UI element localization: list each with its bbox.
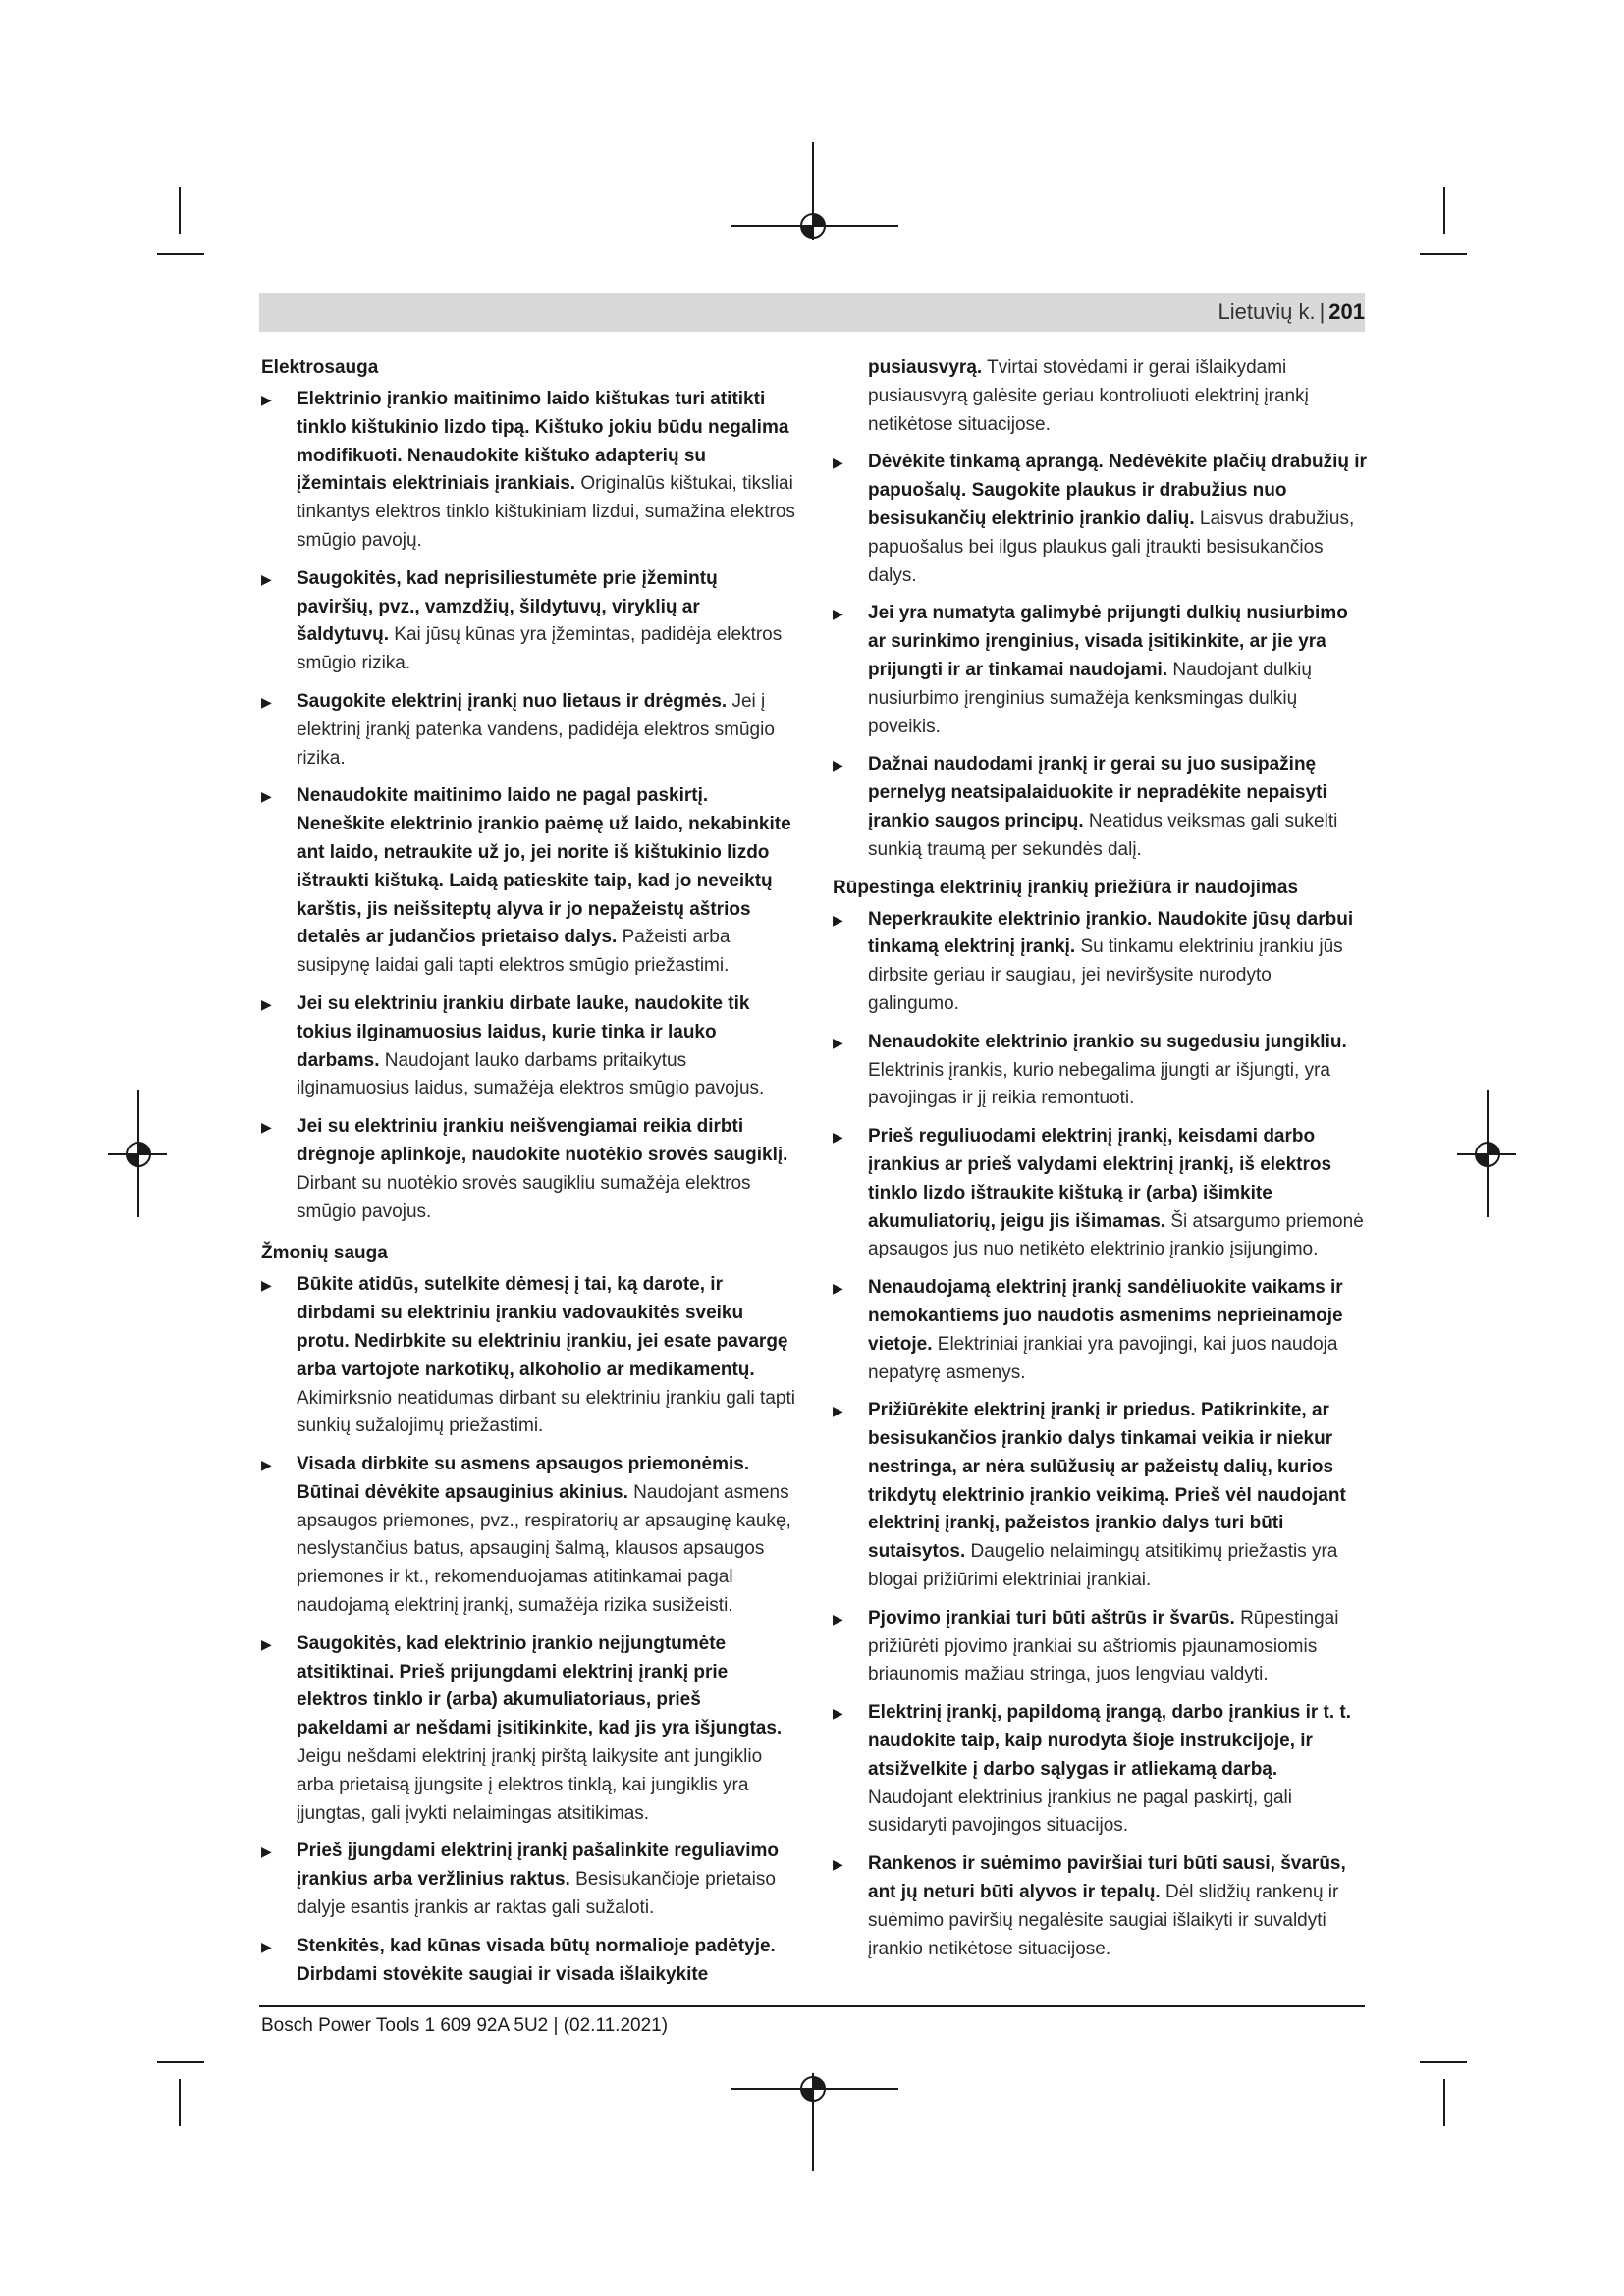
- item-body-text: Ši atsargumo priemonė apsaugos jus nuo netikėto elektrinio įrankio įsijungimo.: [868, 1210, 1364, 1260]
- bullet-arrow-icon: ▶: [833, 454, 843, 471]
- list-item: [261, 565, 796, 678]
- item-bold-text: Elektrinį įrankį, papildomą įrangą, darbo įrankius ir t. t. naudokite taip, kaip nurodyta šioje instrukcijoje, ir atsižvelkite į darbo sąlygas ir atliekamą darbą.: [868, 1702, 1352, 1780]
- item-body-text: Elektrinis įrankis, kurio nebegalima įjungti ar išjungti, yra pavojingas ir jį reikia remontuoti.: [868, 1059, 1330, 1109]
- crop-mark: [1443, 2079, 1445, 2126]
- item-body-text: Su tinkamu elektriniu įrankiu jūs dirbsite geriau ir saugiau, jei neviršysite nurodyto galingumo.: [868, 936, 1343, 1014]
- header-language: Lietuvių k.: [1218, 299, 1316, 324]
- list-item: [261, 386, 796, 556]
- registration-target-icon: [1470, 1137, 1505, 1172]
- list-item: [261, 1271, 796, 1441]
- bullet-arrow-icon: ▶: [833, 1856, 843, 1873]
- registration-target-icon: [795, 2071, 831, 2107]
- continuation-bold: pusiausvyrą.: [868, 357, 983, 378]
- item-body-text: Jeigu nešdami elektrinį įrankį pirštą laikysite ant jungiklio arba prietaisą įjungsite į elektros tinklą, kai jungiklis yra įjungtas, gali įvykti nelaimingas atsitikimas.: [297, 1746, 763, 1824]
- item-bold-text: Nenaudokite maitinimo laido ne pagal paskirtį. Neneškite elektrinio įrankio paėmę už laido, nekabinkite ant laido, netraukite už jo, jei norite iš kištukinio lizdo ištraukti kištuką. Laidą patieskite taip, kad jo neveiktų karštis, jis neišsiteptų alyva ir jo nepažeistų aštrios detalės ar judančios prietaiso dalys.: [297, 785, 791, 948]
- item-bold-text: Saugokitės, kad elektrinio įrankio neįjungtumėte atsitiktinai. Prieš prijungdami elektrinį įrankį prie elektros tinklo ir (arba) akumuliatoriaus, prieš pakeldami ar nešdami įsitikinkite, kad jis yra išjungtas.: [297, 1632, 783, 1739]
- crop-mark: [179, 187, 181, 234]
- item-body-text: Naudojant dulkių nusiurbimo įrenginius sumažėja kenksmingas dulkių poveikis.: [868, 659, 1312, 737]
- bullet-arrow-icon: ▶: [261, 1119, 272, 1136]
- list-item: [833, 1274, 1368, 1387]
- bullet-arrow-icon: ▶: [833, 757, 843, 774]
- bullet-arrow-icon: ▶: [833, 1034, 843, 1050]
- left-column: [261, 354, 796, 1999]
- list-item: [833, 1397, 1368, 1595]
- list-item: [833, 1605, 1368, 1689]
- item-bold-text: Visada dirbkite su asmens apsaugos priemonėmis. Būtinai dėvėkite apsauginius akinius.: [297, 1454, 750, 1503]
- item-body-text: Neatidus veiksmas gali sukelti sunkią traumą per sekundės dalį.: [868, 810, 1338, 860]
- continuation-text: Tvirtai stovėdami ir gerai išlaikydami pusiausvyrą galėsite geriau kontroliuoti elektrinį įrankį netikėtose situacijose.: [868, 357, 1309, 435]
- list-item: [833, 751, 1368, 864]
- personal-safety-list: [261, 1271, 796, 1989]
- bullet-arrow-icon: ▶: [261, 693, 272, 710]
- personal-safety-list-continued: [833, 449, 1368, 864]
- bullet-arrow-icon: ▶: [833, 606, 843, 622]
- right-column: [833, 354, 1368, 1973]
- item-body-text: Jei į elektrinį įrankį patenka vandens, padidėja elektros smūgio rizika.: [297, 690, 775, 769]
- crop-mark: [1420, 2061, 1467, 2063]
- bullet-arrow-icon: ▶: [261, 995, 272, 1012]
- registration-target-icon: [121, 1137, 156, 1172]
- section-title-tool-care: Rūpestinga elektrinių įrankių priežiūra ir naudojimas: [833, 877, 1299, 898]
- bullet-arrow-icon: ▶: [261, 392, 272, 407]
- list-item: [833, 906, 1368, 1019]
- list-item: [261, 1630, 796, 1829]
- bullet-arrow-icon: ▶: [261, 788, 272, 805]
- item-bold-text: Jei yra numatyta galimybė prijungti dulkių nusiurbimo ar surinkimo įrenginius, visada įsitikinkite, ar jie yra prijungti ir ar tinkamai naudojami.: [868, 603, 1348, 680]
- bullet-arrow-icon: ▶: [261, 1277, 272, 1294]
- item-bold-text: Jei su elektriniu įrankiu neišvengiamai reikia dirbti drėgnoje aplinkoje, naudokite nuotėkio srovės saugiklį.: [297, 1116, 788, 1165]
- item-bold-text: Elektrinio įrankio maitinimo laido kištukas turi atitikti tinklo kištukinio lizdo tipą. Kištuko jokiu būdu negalima modifikuoti. Nenaudokite kištuko adapterių su įžemintais elektriniais įrankiais.: [297, 389, 789, 495]
- item-bold-text: Pjovimo įrankiai turi būti aštrūs ir švarūs.: [868, 1607, 1235, 1629]
- item-bold-text: Neperkraukite elektrinio įrankio. Naudokite jūsų darbui tinkamą elektrinį įrankį.: [868, 908, 1354, 958]
- list-item: [261, 1838, 796, 1922]
- item-body-text: Originalūs kištukai, tiksliai tinkantys elektros tinklo kištukiniam lizdui, sumažina elektros smūgio pavojų.: [297, 473, 795, 551]
- footer-rule: [259, 2005, 1365, 2007]
- list-item: [261, 688, 796, 773]
- item-body-text: Pažeisti arba susipynę laidai gali tapti elektros smūgio priežastimi.: [297, 927, 731, 977]
- item-body-text: Kai jūsų kūnas yra įžemintas, padidėja elektros smūgio rizika.: [297, 624, 783, 674]
- item-bold-text: Prižiūrėkite elektrinį įrankį ir priedus. Patikrinkite, ar besisukančios įrankio dalys tinkamai veikia ir niekur nestringa, ar nėra sulūžusių ar pažeistų dalių, kurios trikdytų elektrinio įrankio veikimą. Prieš vėl naudojant elektrinį įrankį, pažeistos įrankio dalys turi būti sutaisytos.: [868, 1400, 1346, 1563]
- list-item: [833, 1123, 1368, 1264]
- footer-text: Bosch Power Tools 1 609 92A 5U2 | (02.11.2021): [261, 2015, 669, 2036]
- crop-mark: [179, 2079, 181, 2126]
- item-body-text: Daugelio nelaimingų atsitikimų priežastis yra blogai prižiūrimi elektriniai įrankiai.: [868, 1541, 1338, 1591]
- item-body-text: Rūpestingai prižiūrėti pjovimo įrankiai su aštriomis pjaunamosiomis briaunomis mažiau stringa, juos lengviau valdyti.: [868, 1607, 1339, 1685]
- crop-mark: [1443, 187, 1445, 234]
- section-title-personal-safety: Žmonių sauga: [261, 1243, 388, 1264]
- bullet-arrow-icon: ▶: [261, 1635, 272, 1652]
- item-bold-text: Dėvėkite tinkamą aprangą. Nedėvėkite plačių drabužių ir papuošalų. Saugokite plaukus ir drabužius nuo besisukančių elektrinio įrankio dalių.: [868, 452, 1367, 529]
- item-body-text: Dėl slidžių rankenų ir suėmimo paviršių negalėsite saugiai išlaikyti ir suvaldyti įrankio netikėtose situacijose.: [868, 1882, 1339, 1959]
- item-bold-text: Būkite atidūs, sutelkite dėmesį į tai, ką darote, ir dirbdami su elektriniu įrankiu vadovaukitės sveiku protu. Nedirbkite su elektriniu įrankiu, jei esate pavargę arba vartojote narkotikų, alkoholio ar medikamentų.: [297, 1274, 788, 1380]
- item-body-text: Naudojant elektrinius įrankius ne pagal paskirtį, gali susidaryti pavojingos situacijos.: [868, 1787, 1292, 1837]
- item-bold-text: Prieš įjungdami elektrinį įrankį pašalinkite reguliavimo įrankius arba veržlinius raktus.: [297, 1841, 780, 1891]
- bullet-arrow-icon: ▶: [833, 1403, 843, 1419]
- item-bold-text: Nenaudokite elektrinio įrankio su sugedusiu jungikliu.: [868, 1031, 1347, 1052]
- bullet-arrow-icon: ▶: [833, 1705, 843, 1722]
- list-item: [261, 990, 796, 1103]
- header-separator: |: [1319, 299, 1326, 324]
- item-bold-text: Saugokite elektrinį įrankį nuo lietaus ir drėgmės.: [297, 690, 728, 712]
- list-item: [261, 1113, 796, 1226]
- item-body-text: Laisvus drabužius, papuošalus bei ilgus plaukus gali įtraukti besisukančios dalys.: [868, 507, 1355, 586]
- list-item: [833, 1699, 1368, 1841]
- crop-mark: [1420, 253, 1467, 255]
- item-body-text: Naudojant asmens apsaugos priemones, pvz., respiratorių ar apsauginę kaukę, neslystančius batus, apsauginį šalmą, klausos apsaugos priemones ir kt., rekomenduojamas atitinkamai pagal naudojamą elektrinį įrankį, sumažėja rizika susižeisti.: [297, 1481, 791, 1617]
- page-header-band: [259, 293, 1365, 332]
- item-body-text: Elektriniai įrankiai yra pavojingi, kai juos naudoja nepatyrę asmenys.: [868, 1333, 1338, 1383]
- list-item: [833, 600, 1368, 741]
- item-bold-text: Dažnai naudodami įrankį ir gerai su juo susipažinę pernelyg neatsipalaiduokite ir nepradėkite nepaisyti įrankio saugos principų.: [868, 754, 1327, 831]
- registration-target-icon: [795, 208, 831, 243]
- bullet-arrow-icon: ▶: [833, 1280, 843, 1297]
- item-bold-text: Rankenos ir suėmimo paviršiai turi būti sausi, švarūs, ant jų neturi būti alyvos ir tepalų.: [868, 1853, 1346, 1903]
- list-item: [833, 1029, 1368, 1113]
- tool-care-list: [833, 906, 1368, 1964]
- item-body-text: Besisukančioje prietaiso dalyje esantis įrankis ar raktas gali sužaloti.: [297, 1869, 776, 1919]
- item-bold-text: Prieš reguliuodami elektrinį įrankį, keisdami darbo įrankius ar prieš valydami elektrinį įrankį, iš elektros tinklo lizdo ištraukite kištuką ir (arba) išimkite akumuliatorių, jeigu jis išimamas.: [868, 1126, 1332, 1232]
- bullet-arrow-icon: ▶: [261, 1843, 272, 1860]
- bullet-arrow-icon: ▶: [261, 1938, 272, 1954]
- item-bold-text: Saugokitės, kad neprisiliestumėte prie įžemintų paviršių, pvz., vamzdžių, šildytuvų, viryklių ar šaldytuvų.: [297, 567, 718, 646]
- item-bold-text: Stenkitės, kad kūnas visada būtų normalioje padėtyje. Dirbdami stovėkite saugiai ir visada išlaikykite: [297, 1935, 776, 1985]
- bullet-arrow-icon: ▶: [833, 911, 843, 928]
- item-body-text: Naudojant lauko darbams pritaikytus ilginamuosius laidus, sumažėja elektros smūgio pavojus.: [297, 1049, 765, 1099]
- bullet-arrow-icon: ▶: [833, 1129, 843, 1146]
- section-title-electric-safety: Elektrosauga: [261, 357, 379, 378]
- item-body-text: Dirbant su nuotėkio srovės saugikliu sumažėja elektros smūgio pavojus.: [297, 1172, 751, 1222]
- bullet-arrow-icon: ▶: [261, 1457, 272, 1473]
- item-body-text: Akimirksnio neatidumas dirbant su elektriniu įrankiu gali tapti sunkių sužalojimų priežastimi.: [297, 1387, 795, 1437]
- page-number: 201: [1328, 299, 1365, 324]
- item-bold-text: Jei su elektriniu įrankiu dirbate lauke, naudokite tik tokius ilginamuosius laidus, kurie tinka ir lauko darbams.: [297, 992, 750, 1071]
- item-bold-text: Nenaudojamą elektrinį įrankį sandėliuokite vaikams ir nemokantiems juo naudotis asmenims neprieinamoje vietoje.: [868, 1277, 1343, 1355]
- bullet-arrow-icon: ▶: [261, 570, 272, 587]
- list-item: [261, 1933, 796, 1990]
- list-item: [261, 782, 796, 981]
- crop-mark: [157, 253, 204, 255]
- electric-safety-list: [261, 386, 796, 1226]
- continuation-paragraph: [833, 354, 1368, 439]
- list-item: [833, 449, 1368, 590]
- bullet-arrow-icon: ▶: [833, 1610, 843, 1627]
- page-header: [1218, 297, 1366, 327]
- list-item: [261, 1451, 796, 1621]
- crop-mark: [157, 2061, 204, 2063]
- list-item: [833, 1850, 1368, 1963]
